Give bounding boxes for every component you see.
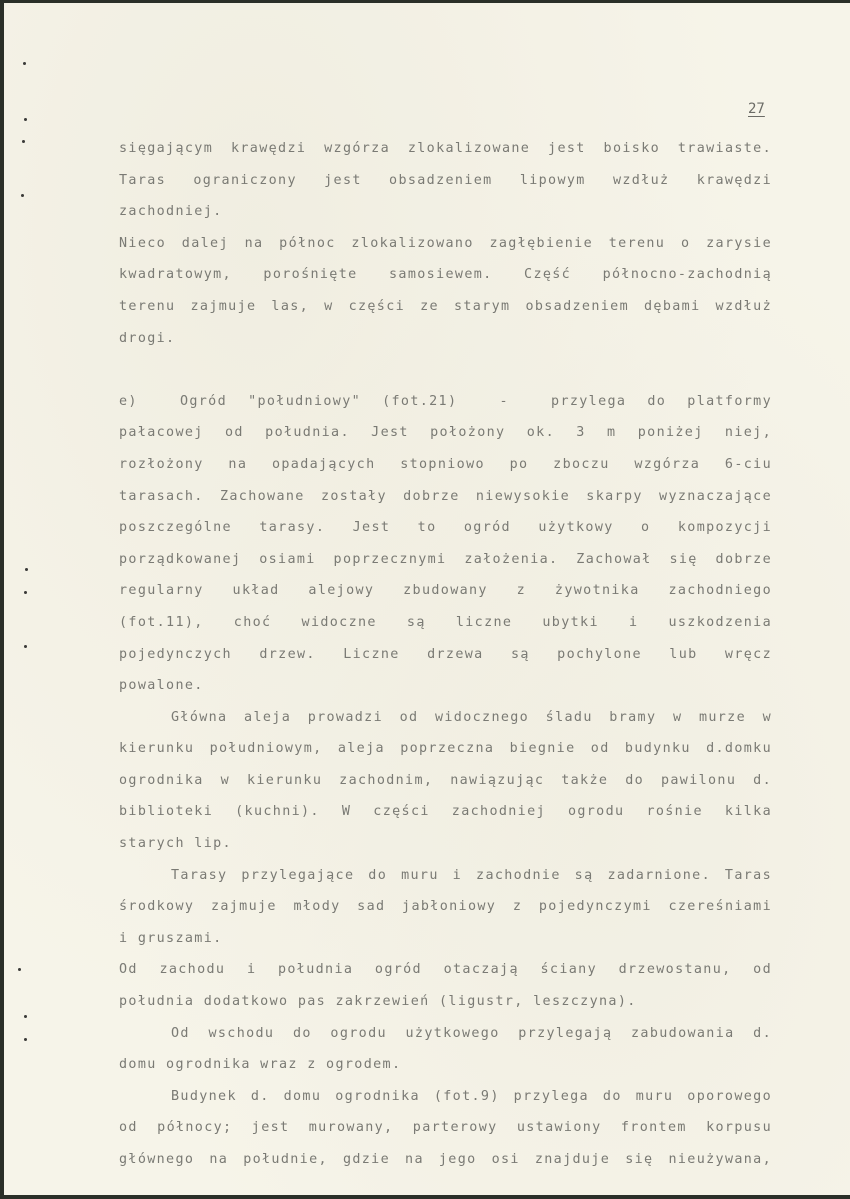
text-line: rozłożony na opadających stopniowo po zboczu wzgórza 6-ciu: [119, 456, 772, 472]
document-page: [4, 3, 850, 1195]
blank-line: [119, 354, 772, 386]
text-line: biblioteki (kuchni). W części zachodniej ogrodu rośnie kilka: [119, 804, 772, 820]
text-line: (fot.11), choć widoczne są liczne ubytki i uszkodzenia: [119, 614, 772, 630]
scan-speck-mark: [23, 62, 26, 65]
scan-speck-mark: [24, 645, 27, 648]
scan-speck-mark: [24, 591, 27, 594]
text-line: sięgającym krawędzi wzgórza zlokalizowane jest boisko trawiaste.: [119, 141, 772, 156]
text-line: środkowy zajmuje młody sad jabłoniowy z pojedynczymi czereśniami: [119, 899, 772, 915]
text-line: Budynek d. domu ogrodnika (fot.9) przylega do muru oporowego: [171, 1088, 772, 1104]
text-line: domu ogrodnika wraz z ogrodem.: [119, 1057, 402, 1073]
section-heading-line: e) Ogród "południowy" (fot.21) - przylega do platformy: [119, 393, 772, 409]
text-line: głównego na południe, gdzie na jego osi znajduje się nieużywana,: [119, 1152, 772, 1167]
text-line: i gruszami.: [119, 930, 223, 946]
text-line: ogrodnika w kierunku zachodnim, nawiązując także do pawilonu d.: [119, 772, 772, 788]
text-line: kwadratowym, porośnięte samosiewem. Część północno-zachodnią: [119, 267, 772, 283]
text-line: Tarasy przylegające do muru i zachodnie są zadarnione. Taras: [171, 867, 772, 883]
scan-speck-mark: [24, 1038, 27, 1041]
text-line: drogi.: [119, 330, 176, 346]
scan-speck-mark: [21, 194, 24, 197]
scan-speck-mark: [25, 568, 28, 571]
scan-speck-mark: [24, 1015, 27, 1018]
text-line: Taras ograniczony jest obsadzeniem lipowym wzdłuż krawędzi: [119, 172, 772, 188]
text-line: zachodniej.: [119, 204, 223, 220]
text-line: Główna aleja prowadzi od widocznego śladu bramy w murze w: [171, 709, 772, 725]
text-line: od północy; jest murowany, parterowy ustawiony frontem korpusu: [119, 1120, 772, 1136]
text-line: pojedynczych drzew. Liczne drzewa są pochylone lub wręcz: [119, 646, 772, 662]
text-line: pałacowej od południa. Jest położony ok. 3 m poniżej niej,: [119, 425, 772, 441]
text-line: starych lip.: [119, 836, 232, 852]
text-line: poszczególne tarasy. Jest to ogród użytkowy o kompozycji: [119, 520, 772, 536]
text-line: terenu zajmuje las, w części ze starym obsadzeniem dębami wzdłuż: [119, 298, 772, 314]
text-line: regularny układ alejowy zbudowany z żywotnika zachodniego: [119, 583, 772, 599]
text-line: powalone.: [119, 678, 204, 694]
text-line: Od zachodu i południa ogród otaczają ściany drzewostanu, od: [119, 962, 772, 978]
text-line: tarasach. Zachowane zostały dobrze niewysokie skarpy wyznaczające: [119, 488, 772, 504]
text-line: Od wschodu do ogrodu użytkowego przylegają zabudowania d.: [171, 1025, 772, 1041]
scan-speck-mark: [18, 968, 21, 971]
body-text: [119, 133, 772, 1176]
text-line: porządkowanej osiami poprzecznymi założenia. Zachował się dobrze: [119, 551, 772, 567]
scan-speck-mark: [24, 118, 27, 121]
text-line: Nieco dalej na północ zlokalizowano zagłębienie terenu o zarysie: [119, 235, 772, 251]
text-line: kierunku południowym, aleja poprzeczna biegnie od budynku d.domku: [119, 741, 772, 757]
page-number: 27: [748, 101, 765, 117]
text-line: południa dodatkowo pas zakrzewień (ligustr, leszczyna).: [119, 994, 637, 1010]
scan-speck-mark: [22, 140, 25, 143]
